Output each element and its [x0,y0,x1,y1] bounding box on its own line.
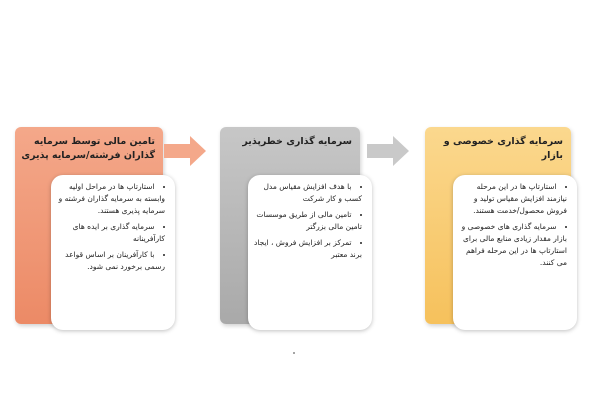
stage-bullet: • تمرکز بر افزایش فروش ، ایجاد برند معتبر [254,237,362,261]
stage-bullet: • استارتاپ ها در مراحل اولیه وابسته به سرمایه گذاران فرشته و سرمایه پذیری هستند. [57,181,165,217]
stage-title: سرمایه گذاری خصوصی و بازار [443,136,563,161]
stage-title: سرمایه گذاری خطرپذیر [242,136,352,147]
stage-bullet-list [248,175,372,271]
stage-bullet: • سرمایه گذاری بر ایده های کارآفرینانه [57,221,165,245]
stage-details-panel [248,175,372,330]
stage-bullet: • با کارآفرینان بر اساس قواعد رسمی برخورد نمی شود. [57,249,165,273]
stage-title: تامین مالی توسط سرمایه گذاران فرشته/سرمایه پذیری [21,136,155,161]
stage-bullet: • با هدف افزایش مقیاس مدل کسب و کار شرکت [254,181,362,205]
stage-card-private-equity-market [425,127,571,324]
stage-bullet: • تامین مالی از طریق موسسات تامین مالی بزرگتر [254,209,362,233]
stage-card-venture-capital [220,127,360,324]
stage-bullet: • استارتاپ ها در این مرحله نیازمند افزایش مقیاس تولید و فروش محصول/خدمت هستند. [459,181,567,217]
stage-bullet-list [453,175,577,279]
stage-bullet-list [51,175,175,283]
right-arrow-icon [367,136,409,166]
right-arrow-icon [164,136,206,166]
stage-card-angel-funding [15,127,163,324]
stage-bullet: • سرمایه گذاری های خصوصی و بازار مقدار زیادی منابع مالی برای استارتاپ ها در این مرحله فراهم می کنند. [459,221,567,269]
stage-details-panel [453,175,577,330]
decorative-dot [293,352,295,354]
stage-details-panel [51,175,175,330]
